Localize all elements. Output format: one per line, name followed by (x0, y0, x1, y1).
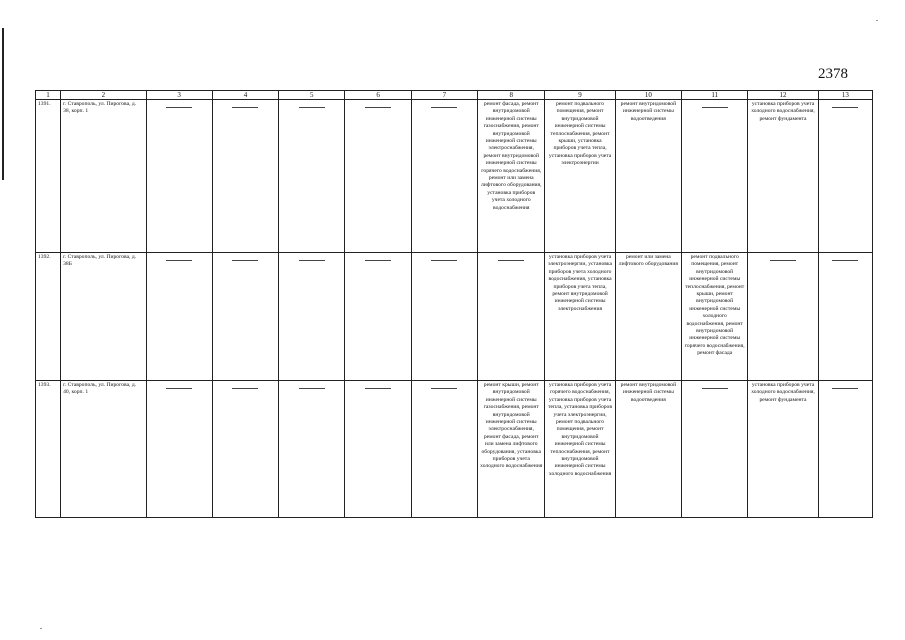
empty-cell (146, 100, 212, 253)
dash-mark (365, 107, 391, 108)
dash-mark (166, 107, 192, 108)
empty-cell (818, 100, 872, 253)
empty-cell (212, 100, 278, 253)
empty-cell (212, 253, 278, 381)
work-cell: ремонт фасада, ремонт внутридомовой инженерной системы газоснабжения, ремонт внутридомовой инженерной системы электроснабжения, ремонт внутридомовой инженерной системы горячего водоснабжения, ремонт или замена лифтового оборудования, установка приборов учета холодного водоснабжения (478, 100, 545, 253)
address-cell: г. Ставрополь, ул. Пирогова, д. 38Б (61, 253, 146, 381)
dash-mark (166, 388, 192, 389)
empty-cell (682, 381, 748, 518)
dash-mark (702, 107, 728, 108)
work-cell: ремонт крыши, ремонт внутридомовой инженерной системы газоснабжения, ремонт внутридомовой инженерной системы электроснабжения, ремонт фасада, ремонт или замена лифтового оборудования, установка приборов учета холодного водоснабжения (478, 381, 545, 518)
empty-cell (345, 381, 411, 518)
column-header: 10 (615, 91, 681, 100)
row-number: 1391. (36, 100, 61, 253)
column-header: 5 (279, 91, 345, 100)
empty-cell (818, 381, 872, 518)
empty-cell (345, 100, 411, 253)
row-number: 1392. (36, 253, 61, 381)
table-row (36, 100, 873, 253)
column-header: 1 (36, 91, 61, 100)
empty-cell (279, 381, 345, 518)
dash-mark (299, 260, 325, 261)
column-header: 3 (146, 91, 212, 100)
work-cell: ремонт внутридомовой инженерной системы водоотведения (615, 100, 681, 253)
work-cell: установка приборов учета электроэнергии, установка приборов учета холодного водоснабжения, установка приборов учета тепла, ремонт внутридомовой инженерной системы электроснабжения (545, 253, 615, 381)
table-row (36, 253, 873, 381)
empty-cell (146, 381, 212, 518)
dash-mark (232, 388, 258, 389)
empty-cell (279, 253, 345, 381)
works-table (35, 90, 873, 518)
column-header: 11 (682, 91, 748, 100)
column-header: 8 (478, 91, 545, 100)
page-number: 2378 (818, 66, 848, 82)
empty-cell (146, 253, 212, 381)
table-row (36, 381, 873, 518)
dash-mark (431, 388, 457, 389)
scan-speck (40, 628, 42, 629)
dash-mark (832, 260, 858, 261)
work-cell: ремонт внутридомовой инженерной системы водоотведения (615, 381, 681, 518)
header-row (36, 91, 873, 100)
column-header: 7 (411, 91, 477, 100)
dash-mark (498, 260, 524, 261)
scan-speck (876, 20, 878, 21)
column-header: 12 (748, 91, 818, 100)
address-cell: г. Ставрополь, ул. Пирогова, д. 40, корп. 1 (61, 381, 146, 518)
dash-mark (299, 107, 325, 108)
dash-mark (232, 260, 258, 261)
work-cell: установка приборов учета холодного водоснабжения, ремонт фундамента (748, 100, 818, 253)
margin-rule (2, 28, 4, 180)
dash-mark (365, 260, 391, 261)
column-header: 13 (818, 91, 872, 100)
dash-mark (299, 388, 325, 389)
column-header: 2 (61, 91, 146, 100)
empty-cell (682, 100, 748, 253)
empty-cell (279, 100, 345, 253)
dash-mark (832, 388, 858, 389)
column-header: 6 (345, 91, 411, 100)
dash-mark (166, 260, 192, 261)
dash-mark (770, 260, 796, 261)
empty-cell (748, 253, 818, 381)
empty-cell (345, 253, 411, 381)
empty-cell (411, 100, 477, 253)
column-header: 4 (212, 91, 278, 100)
empty-cell (212, 381, 278, 518)
work-cell: ремонт подвального помещения, ремонт внутридомовой инженерной системы теплоснабжения, ремонт крыши, ремонт внутридомовой инженерной системы холодного водоснабжения, ремонт внутридомовой инженерной системы горячего водоснабжения, ремонт фасада (682, 253, 748, 381)
dash-mark (832, 107, 858, 108)
dash-mark (232, 107, 258, 108)
dash-mark (702, 388, 728, 389)
work-cell: ремонт подвального помещения, ремонт внутридомовой инженерной системы теплоснабжения, ремонт крыши, установка приборов учета тепла, установка приборов учета электроэнергии (545, 100, 615, 253)
address-cell: г. Ставрополь, ул. Пирогова, д. 38, корп. 1 (61, 100, 146, 253)
column-header: 9 (545, 91, 615, 100)
dash-mark (365, 388, 391, 389)
empty-cell (818, 253, 872, 381)
work-cell: ремонт или замена лифтового оборудования (615, 253, 681, 381)
empty-cell (478, 253, 545, 381)
work-cell: установка приборов учета холодного водоснабжения, ремонт фундамента (748, 381, 818, 518)
dash-mark (431, 260, 457, 261)
work-cell: установка приборов учета горячего водоснабжения, установка приборов учета тепла, установка приборов учета электроэнергии, ремонт подвального помещения, ремонт внутридомовой инженерной системы теплоснабжения, ремонт внутридомовой инженерной системы холодного водоснабжения (545, 381, 615, 518)
row-number: 1393. (36, 381, 61, 518)
dash-mark (431, 107, 457, 108)
empty-cell (411, 381, 477, 518)
empty-cell (411, 253, 477, 381)
